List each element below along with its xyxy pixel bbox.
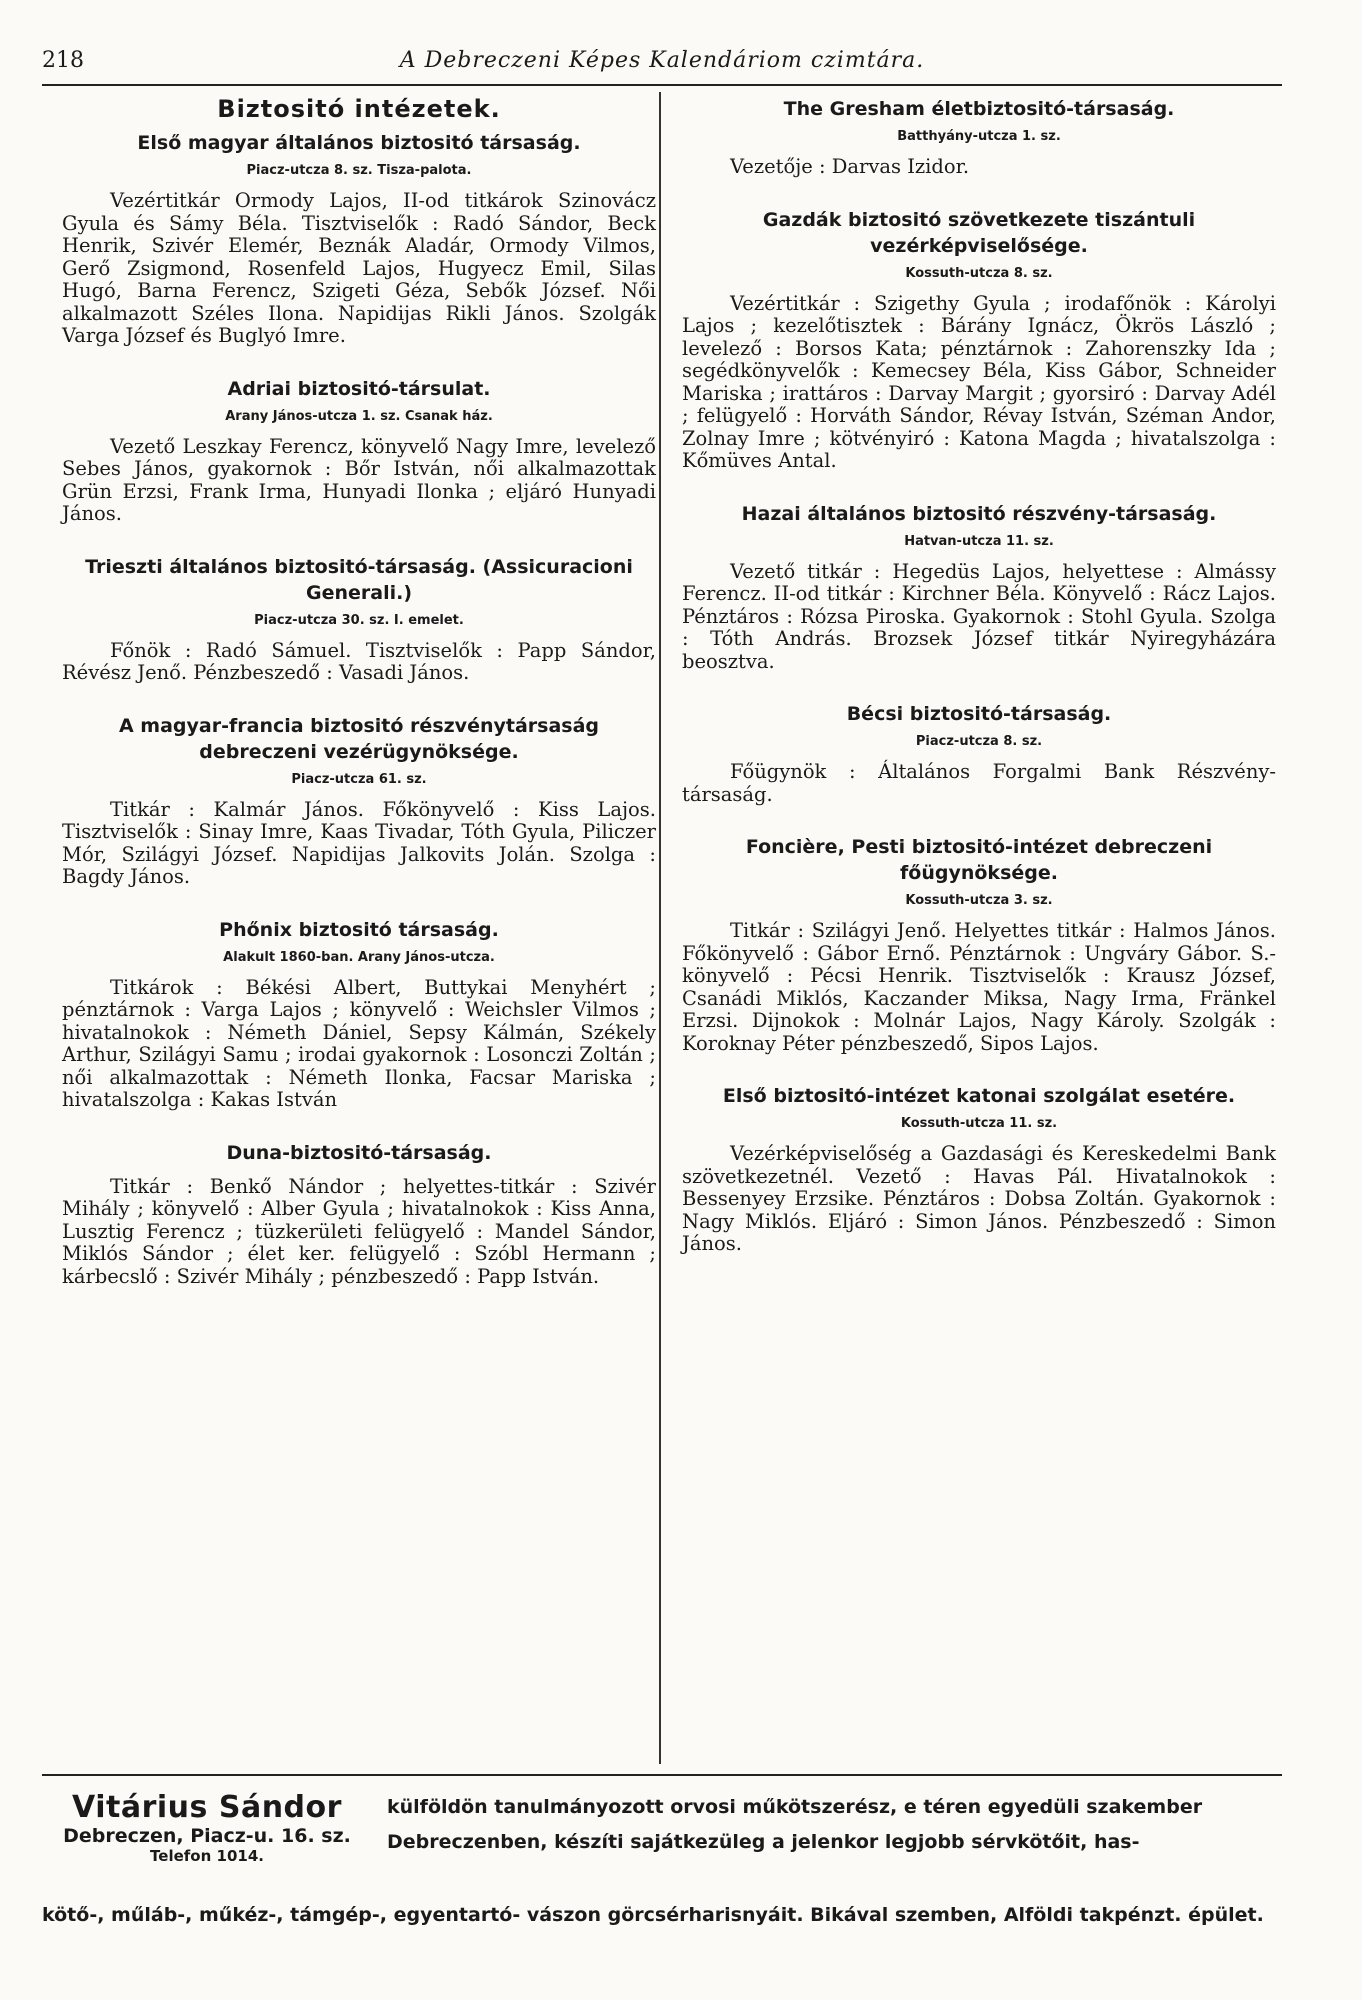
entry-body: Vezérképviselőség a Gazdasági és Kereskedelmi Bank szövetkezetnél. Vezető : Havas Pál. Hivatalnokok : Bessenyey Erzsike. Pénztáros : Dobsa Zoltán. Gyakornok : Nagy Miklós. Eljáró : Simon János. Pénzbeszedő : Simon János. (682, 1142, 1276, 1255)
entry-address: Alakult 1860-ban. Arany János-utcza. (223, 949, 495, 965)
page-header (42, 44, 1282, 86)
entry-address: Piacz-utcza 8. sz. Tisza-palota. (246, 163, 472, 178)
entry-magyar-francia (62, 713, 656, 889)
entry-body: Vezértitkár : Szigethy Gyula ; irodafőnök : Károlyi Lajos ; kezelőtisztek : Bárány Ignácz, Ökrös László ; levelező : Borsos Kata; pénztárnok : Zahorenszky Ida ; segédkönyvelők : Kemecsey Béla, Kiss Gábor, Schneider Mariska ; irattáros : Darvay Margit ; gyorsiró : Darvay Adél ; felügyelő : Horváth Sándor, Révay István, Széman Andor, Zolnay Imre ; kötvényiró : Katona Magda ; hivatalszolga : Kőmüves Antal. (682, 291, 1276, 472)
left-column (62, 96, 656, 1316)
entry-title: Első magyar általános biztositó társaság. (137, 132, 581, 154)
entry-elso-katonai (682, 1083, 1276, 1256)
advertiser-address: Debreczen, Piacz-u. 16. sz. (63, 1825, 351, 1847)
section-heading: Biztositó intézetek. (217, 95, 501, 123)
entry-address: Hatvan-utcza 11. sz. (904, 533, 1054, 549)
advertisement-text-continued: kötő-, műláb-, műkéz-, támgép-, egyentartó- vászon görcsérharisnyáit. Bikával szemben, Alföldi takpénzt. épület. (42, 1904, 1264, 1926)
entry-adriai (62, 376, 656, 526)
entry-body: Vezértitkár Ormody Lajos, II-od titkárok Szinovácz Gyula és Sámy Béla. Tisztviselők : Radó Sándor, Beck Henrik, Szivér Elemér, Beznák Aladár, Ormody Vilmos, Gerő Zsigmond, Rosenfeld Lajos, Hugyecz Emil, Silas Hugó, Barna Ferencz, Szigeti Géza, Sebők József. Női alkalmazott Széles Ilona. Napidijas Rikli János. Szolgák Varga József és Buglyó Imre. (62, 189, 656, 347)
entry-title: Hazai általános biztositó részvény-társaság. (741, 502, 1217, 525)
entry-address: Arany János-utcza 1. sz. Csanak ház. (225, 408, 493, 424)
entry-body: Vezető Leszkay Ferencz, könyvelő Nagy Imre, levelező Sebes János, gyakornok : Bőr István, női alkalmazottak Grün Erzsi, Frank Irma, Hunyadi Ilonka ; eljáró Hunyadi János. (62, 434, 656, 525)
entry-title: The Gresham életbiztositó-társaság. (783, 98, 1175, 120)
entry-gresham (682, 96, 1276, 179)
entry-body: Vezetője : Darvas Izidor. (730, 155, 970, 178)
entry-address: Kossuth-utcza 11. sz. (900, 1116, 1058, 1131)
advertisement (42, 1774, 1282, 1926)
entry-title: Trieszti általános biztositó-társaság. (Assicuracioni Generali.) (85, 555, 633, 604)
entry-address: Kossuth-utcza 3. sz. (905, 893, 1053, 908)
entry-becsi (682, 701, 1276, 806)
entry-title: Adriai biztositó-társulat. (227, 377, 491, 400)
entry-body: Főügynök : Általános Forgalmi Bank Részvény-társaság. (682, 760, 1276, 806)
entry-title: Első biztositó-intézet katonai szolgálat esetére. (722, 1085, 1236, 1107)
entry-body: Titkárok : Békési Albert, Buttykai Menyhért ; pénztárnok : Varga Lajos ; könyvelő : Weichsler Vilmos ; hivatalnokok : Németh Dániel, Sepsy Kálmán, Székely Arthur, Szilágyi Samu ; irodai gyakornok : Losonczi Zoltán ; női alkalmazottak : Németh Ilonka, Facsar Mariska ; hivatalszolga : Kakas István (62, 975, 656, 1111)
entry-title: Phőnix biztositó társaság. (219, 918, 499, 941)
page-number: 218 (42, 48, 84, 73)
entry-title: Gazdák biztositó szövetkezete tiszántuli vezérképviselősége. (762, 208, 1196, 257)
entry-body: Vezető titkár : Hegedüs Lajos, helyettese : Almássy Ferencz. II-od titkár : Kirchner Béla. Könyvelő : Rácz Lajos. Pénztáros : Rózsa Piroska. Gyakornok : Stohl Gyula. Szolga : Tóth András. Brozsek József titkár Nyiregyházára beosztva. (682, 559, 1276, 673)
entry-address: Piacz-utcza 30. sz. I. emelet. (254, 612, 464, 628)
entry-trieszti (62, 554, 656, 685)
right-column (682, 96, 1276, 1284)
entry-address: Piacz-utcza 8. sz. (915, 734, 1043, 749)
entry-body: Titkár : Kalmár János. Főkönyvelő : Kiss Lajos. Tisztviselők : Sinay Imre, Kaas Tivadar, Tóth Gyula, Piliczer Mór, Szilágyi József. Napidijas Jalkovits Jolán. Szolga : Bagdy János. (62, 797, 656, 888)
entry-address: Kossuth-utcza 8. sz. (905, 265, 1053, 281)
entry-address: Piacz-utcza 61. sz. (291, 771, 427, 787)
advertiser-name: Vitárius Sándor (72, 1790, 342, 1825)
entry-body: Titkár : Benkő Nándor ; helyettes-titkár : Szivér Mihály ; könyvelő : Alber Gyula ; hivatalnokok : Kiss Anna, Lusztig Ferencz ; tüzkerületi felügyelő : Mandel Sándor, Miklós Sándor ; élet ker. felügyelő : Szóbl Hermann ; kárbecslő : Szivér Mihály ; pénzbeszedő : Papp István. (62, 1174, 656, 1288)
entry-title: A magyar-francia biztositó részvénytársaság debreczeni vezérügynöksége. (118, 714, 600, 763)
entry-address: Batthyány-utcza 1. sz. (897, 129, 1061, 144)
entry-elso-magyar (62, 130, 656, 348)
entry-phonix (62, 917, 656, 1112)
advertisement-text: külföldön tanulmányozott orvosi műkötszerész, e téren egyedüli szakember Debreczenben, készíti sajátkezüleg a jelenkor legjobb sérvkötőit, has- (387, 1796, 1203, 1853)
entry-fonciere (682, 834, 1276, 1055)
entry-title: Foncière, Pesti biztositó-intézet debreczeni főügynöksége. (745, 836, 1213, 884)
entry-body: Főnök : Radó Sámuel. Tisztviselők : Papp Sándor, Révész Jenő. Pénzbeszedő : Vasadi János. (62, 638, 656, 684)
entry-hazai (682, 501, 1276, 674)
entry-title: Bécsi biztositó-társaság. (846, 703, 1112, 725)
entry-gazdak (682, 207, 1276, 473)
column-divider (659, 92, 661, 1764)
entry-duna (62, 1140, 656, 1289)
entry-title: Duna-biztositó-társaság. (226, 1141, 492, 1164)
entry-body: Titkár : Szilágyi Jenő. Helyettes titkár : Halmos János. Főkönyvelő : Gábor Ernő. Pénztárnok : Ungváry Gábor. S.-könyvelő : Pécsi Henrik. Tisztviselők : Krausz József, Csanádi Miklós, Kaczander Miksa, Nagy Irma, Fränkel Erzsi. Dijnokok : Molnár Lajos, Nagy Károly. Szolgák : Koroknay Péter pénzbeszedő, Sipos Lajos. (682, 919, 1276, 1055)
advertiser-telefon: Telefon 1014. (150, 1847, 264, 1865)
advertiser-block (42, 1790, 372, 1865)
running-title: A Debreczeni Képes Kalendáriom czimtára. (399, 48, 925, 73)
